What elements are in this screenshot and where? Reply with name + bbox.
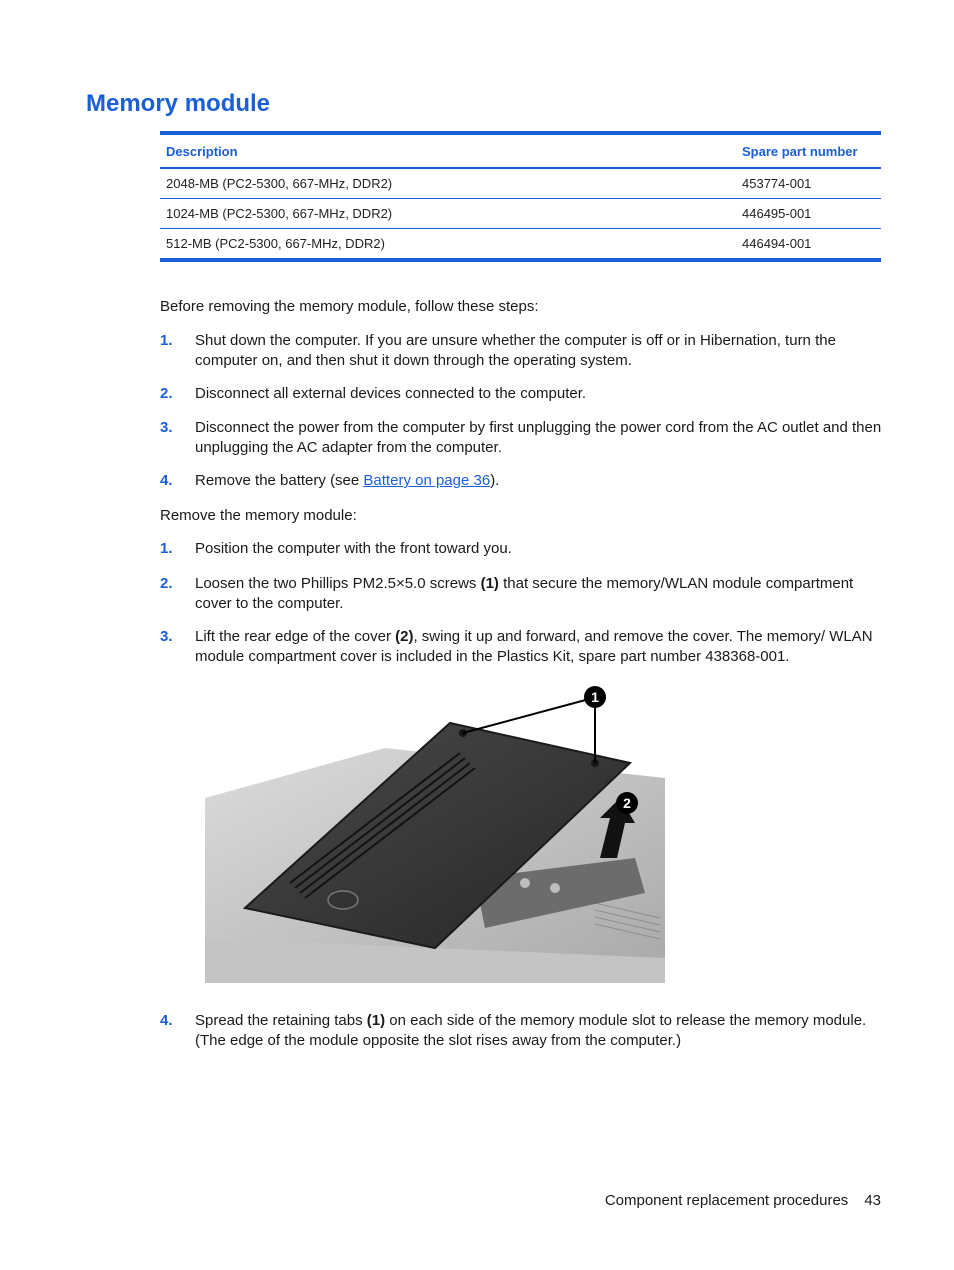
step-text: Disconnect all external devices connected to the computer. bbox=[195, 385, 587, 402]
prep-step-3 bbox=[160, 418, 882, 457]
page-title: Memory module bbox=[86, 90, 271, 117]
step-text-start: Spread the retaining tabs bbox=[195, 1012, 367, 1029]
compartment-screw-post bbox=[550, 883, 560, 893]
step-text bbox=[195, 574, 882, 613]
step-number: 3. bbox=[160, 628, 173, 645]
step-number: 1. bbox=[160, 332, 173, 349]
step-text bbox=[195, 1011, 882, 1050]
callout-badge-2-label: 2 bbox=[623, 795, 631, 811]
cell-description: 512-MB (PC2-5300, 667-MHz, DDR2) bbox=[166, 236, 385, 251]
cell-part-number: 446495-001 bbox=[736, 199, 881, 229]
battery-page-link[interactable]: Battery on page 36 bbox=[363, 472, 491, 489]
memory-cover-removal-illustration bbox=[195, 678, 675, 988]
footer-section-title: Component replacement procedures bbox=[604, 1192, 849, 1209]
step-text-start: Remove the battery (see bbox=[195, 472, 364, 489]
cell-description: 1024-MB (PC2-5300, 667-MHz, DDR2) bbox=[160, 199, 736, 229]
intro-before-paragraph: Before removing the memory module, follow these steps: bbox=[160, 298, 539, 315]
step-number: 4. bbox=[160, 472, 173, 489]
cell-description: 2048-MB (PC2-5300, 667-MHz, DDR2) bbox=[160, 168, 736, 199]
remove-step-1 bbox=[160, 539, 882, 559]
compartment-screw-post bbox=[520, 878, 530, 888]
step-number: 1. bbox=[160, 540, 173, 557]
step-text-start: Loosen the two Phillips PM2.5×5.0 screws bbox=[195, 575, 481, 592]
step-text-start: Lift the rear edge of the cover bbox=[195, 628, 396, 645]
step-text-end: ). bbox=[490, 472, 500, 489]
footer-page-number: 43 bbox=[864, 1192, 881, 1209]
prep-step-1 bbox=[160, 331, 882, 370]
step-text-end: , swing it up and forward, and remove the cover. The memory/ WLAN module compartment cover is included in the Plastics Kit, spare part number 438368-001. bbox=[195, 628, 873, 665]
step-text: Shut down the computer. If you are unsure whether the computer is off or in Hibernation, turn the computer on, and then shut it down through the operating system. bbox=[195, 332, 836, 369]
prep-step-4 bbox=[160, 471, 882, 491]
step-number: 2. bbox=[160, 385, 173, 402]
callout-reference: (1) bbox=[366, 1012, 386, 1029]
step-number: 4. bbox=[160, 1012, 173, 1029]
step-text-end: on each side of the memory module slot to release the memory module. (The edge of the module opposite the slot rises away from the computer.) bbox=[195, 1012, 867, 1049]
table-row bbox=[160, 229, 881, 261]
step-text: Position the computer with the front toward you. bbox=[195, 540, 512, 557]
page-footer bbox=[605, 1192, 881, 1209]
step-text bbox=[195, 471, 882, 491]
step-number: 2. bbox=[160, 575, 173, 592]
step-text bbox=[195, 627, 882, 666]
column-header-spare-part-number: Spare part number bbox=[736, 133, 881, 168]
prep-step-2 bbox=[160, 384, 882, 404]
remove-step-2 bbox=[160, 574, 882, 613]
spare-parts-table bbox=[160, 131, 881, 262]
callout-badge-1-label: 1 bbox=[591, 689, 599, 705]
step-text: Disconnect the power from the computer by first unplugging the power cord from the AC outlet and then unplugging the AC adapter from the computer. bbox=[195, 419, 882, 456]
cell-part-number: 446494-001 bbox=[742, 236, 812, 251]
callout-reference: (2) bbox=[395, 628, 414, 645]
step-number: 3. bbox=[160, 419, 173, 436]
table-row bbox=[160, 199, 881, 229]
intro-remove-paragraph: Remove the memory module: bbox=[160, 507, 357, 524]
callout-reference: (1) bbox=[480, 575, 499, 592]
table-row bbox=[160, 168, 881, 199]
callout-line bbox=[463, 698, 593, 733]
cover-latch bbox=[328, 891, 358, 909]
remove-step-3 bbox=[160, 627, 882, 666]
cell-part-number: 453774-001 bbox=[736, 168, 881, 199]
remove-step-4 bbox=[160, 1011, 882, 1050]
column-header-description: Description bbox=[160, 133, 736, 168]
step-text-end: that secure the memory/WLAN module compartment cover to the computer. bbox=[195, 575, 854, 612]
table-header-row bbox=[160, 133, 881, 168]
